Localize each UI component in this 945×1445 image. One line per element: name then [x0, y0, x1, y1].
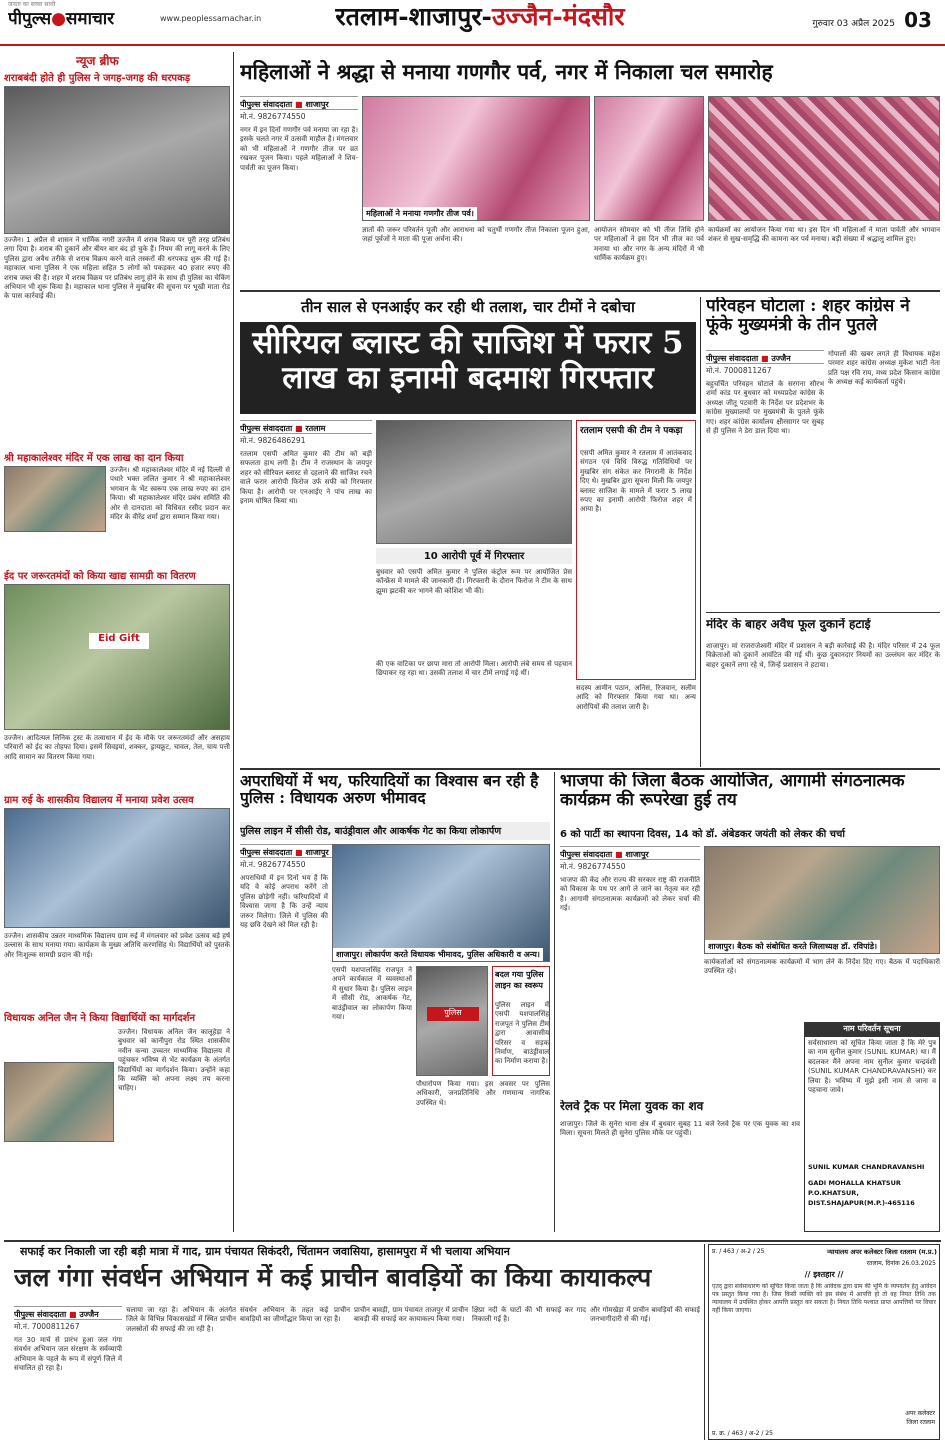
- jal-headline: जल गंगा संवर्धन अभियान में कई प्राचीन बावड़ियों का किया कायाकल्प: [14, 1264, 652, 1292]
- brand-peoples: पीपुल्स: [8, 9, 52, 28]
- parivahan-byline-dot-icon: ■: [760, 354, 769, 363]
- story4-title: ग्राम रुई के शासकीय विद्यालय में मनाया प्रवेश उत्सव: [4, 795, 194, 806]
- vidhayak-banner-text: पुलिस: [427, 1007, 479, 1021]
- story5-title: विधायक अनिल जैन ने किया विद्यार्थियों का मार्गदर्शन: [4, 1013, 196, 1024]
- jal-byline-dot-icon: ■: [68, 1310, 77, 1319]
- jal-byline-place: उज्जैन: [79, 1310, 99, 1319]
- eid-gift-banner: Eid Gift: [89, 633, 149, 649]
- jal-byline: [14, 1306, 122, 1320]
- issue-date: गुरुवार 03 अप्रैल 2025: [812, 19, 895, 28]
- vidhayak-photo-1: [332, 844, 550, 962]
- serial-side-box-title: रतलाम एसपी की टीम ने पकड़ा: [580, 426, 683, 436]
- jal-body-3: संवर्धन अभियान के तहत कई प्राचीन बावड़ियों का जीर्णोद्धार किया जा रहा है।: [240, 1306, 350, 1324]
- bjp-byline-text: पीपुल्स संवाददाता: [560, 850, 613, 859]
- gangaur-photo-3: [708, 96, 940, 221]
- serial-kicker: तीन साल से एनआईए कर रही थी तलाश, चार टीमों ने दबोचा: [301, 298, 635, 316]
- gangaur-byline-place: शाजापुर: [305, 100, 329, 109]
- parivahan-byline: [706, 350, 824, 364]
- jal-kicker: सफाई कर निकाली जा रही बड़ी मात्रा में गाद, ग्राम पंचायत सिकंदरी, चिंतामन जवासिया, हासामपुरा में भी चलाया अभियान: [20, 1245, 510, 1258]
- bjp-byline: [560, 846, 700, 860]
- mid-rule: [240, 768, 940, 770]
- legal-sign-1: अपर कलेक्टर: [905, 1410, 935, 1417]
- name-change-sig2: GADI MOHALLA KHATSUR: [808, 1179, 901, 1187]
- parivahan-byline-place: उज्जैन: [771, 354, 791, 363]
- vidhayak-byline-dot-icon: ■: [294, 848, 303, 857]
- bjp-body-2: कार्यकर्ताओं को संगठनात्मक कार्यक्रमों में भाग लेने के निर्देश दिए गए। बैठक में पदाधिकारी उपस्थित रहे।: [704, 958, 940, 976]
- jal-body-2: चलाया जा रहा है। अभियान के अंतर्गत जिले के विभिन्न विकासखंडों में स्थित प्राचीन जलस्रोतों की सफाई की जा रही है।: [126, 1306, 236, 1333]
- gangaur-body-2: ज्ञातों की जरूर परिवर्तन पूजी और आराधना को चतुर्थी गणगौर तीज निकाला पूजन हुआ, जहां पूर्वजों ने माता की पूजा अर्चना की।: [362, 226, 590, 244]
- name-change-body: सर्वसाधारण को सूचित किया जाता है कि मेरे पुत्र का नाम सुनील कुमार (SUNIL KUMAR) था। मैं बदलकर मैंने अपना नाम सुनील कुमार चन्द्रवंशी (SUNIL KUMAR CHANDRAVANSHI) कर लिया है। भविष्य में मुझे इसी नाम से जाना व पहचाना जावे।: [808, 1039, 936, 1095]
- story1-title: शराबबंदी होते ही पुलिस ने जगह-जगह की धरपकड़: [4, 73, 191, 84]
- brand-dot-icon: ●: [51, 9, 66, 28]
- story5-photo: [4, 1062, 114, 1142]
- railway-body: शाजापुर। जिले के सुनेरा थाना क्षेत्र में बुधवार सुबह 11 बजे रेलवे ट्रैक पर एक युवक का शव मिला। सूचना मिलते ही सुनेरा पुलिस मौके पर पहुंची।: [560, 1120, 800, 1138]
- serial-mobile: मो.नं. 9826486291: [240, 436, 306, 445]
- legal-notice: [708, 1244, 940, 1440]
- left-column-divider: [233, 52, 234, 1232]
- parivahan-headline: परिवहन घोटाला : शहर कांग्रेस ने फूंके मुख्यमंत्री के तीन पुतले: [706, 297, 910, 336]
- serial-byline-text: पीपुल्स संवाददाता: [240, 424, 293, 433]
- story3-photo: [4, 584, 230, 730]
- vidhayak-photo-2: [416, 966, 488, 1076]
- vidhayak-box: [492, 966, 550, 1076]
- gangaur-photo-2: [594, 96, 704, 221]
- vidhayak-body-3: पौधारोपण किया गया। इस अवसर पर पुलिस अधिकारी, जनप्रतिनिधि और गणमान्य नागरिक उपस्थित थे।: [416, 1080, 550, 1107]
- name-change-title: नाम परिवर्तन सूचना: [805, 1023, 939, 1037]
- serial-byline: [240, 420, 372, 434]
- story3-title: ईद पर जरूरतमंदों को किया खाद्य सामग्री का वितरण: [4, 571, 196, 582]
- jal-right-divider: [704, 1244, 705, 1440]
- vidhayak-byline-place: शाजापुर: [305, 848, 329, 857]
- name-change-notice: [804, 1022, 940, 1232]
- bjp-body-1: भाजपा की केंद्र और राज्य की सरकार राष्ट्र की राजनीति को विकास के पथ पर आगे ले जाने का नेतृत्व कर रही है। आगामी संगठनात्मक कार्यक्रमों को लेकर चर्चा की गई।: [560, 876, 700, 913]
- bjp-caption: शाजापुर। बैठक को संबोधित करते जिलाध्यक्ष डॉ. रविपांडे।: [705, 940, 880, 953]
- parivahan-byline-text: पीपुल्स संवाददाता: [706, 354, 759, 363]
- jal-body-6: और गोमखेड़ा में प्राचीन बावड़ियों की सफाई जनभागीदारी से की गई।: [590, 1306, 700, 1324]
- gangaur-byline: [240, 96, 358, 110]
- news-brief-label: न्यूज ब्रीफ: [76, 54, 119, 68]
- railway-headline: रेलवे ट्रैक पर मिला युवक का शव: [560, 1100, 704, 1113]
- mandir-headline: मंदिर के बाहर अवैध फूल दुकानें हटाई: [706, 618, 871, 631]
- legal-court: न्यायालय अपर कलेक्टर जिला रतलाम (म.प्र.): [827, 1248, 937, 1256]
- vidhayak-body-1: अपराधियों में इन दिनों भय है कि यदि वे कोई अपराध करेंगे तो पुलिस छोड़ेगी नहीं। फरियादियों में विश्वास जागा है कि उन्हें न्याय जरूर मिलेगा। जिले में पुलिस की यह छवि देखने को मिल रही है।: [240, 874, 328, 930]
- gangaur-bottom-rule: [240, 290, 940, 292]
- story4-body: उज्जैन। शासकीय उन्नतर माध्यमिक विद्यालय ग्राम रुई में मंगलवार को प्रवेश उत्सव बड़े हर्ष उल्लास के साथ मनाया गया। कार्यक्रम के मुख्य अतिथि करणसिंह थे। विद्यार्थियों को पुस्तकें और निःशुल्क सामग्री प्रदान की गई।: [4, 932, 230, 959]
- serial-headline: सीरियल ब्लास्ट की साजिश में फरार 5 लाख का इनामी बदमाश गिरफ्तार: [240, 322, 696, 414]
- parivahan-mobile: मो.नं. 7000811267: [706, 366, 772, 375]
- masthead: [0, 0, 945, 46]
- serial-right-divider: [700, 297, 701, 767]
- story2-body: उज्जैन। श्री महाकालेश्वर मंदिर में नई दिल्ली से पधारे भक्त ललित कुमार ने श्री महाकालेश्वर भगवान के भेंट स्वरूप एक लाख रुपए का दान किया। श्री महाकालेश्वर मंदिर प्रबंध समिति की ओर से दानदाता को विधिवत रसीद प्रदान कर मंदिर के वीरेंद्र शर्मा द्वारा सम्मान किया गया।: [110, 466, 230, 522]
- parivahan-body-2: गोपालों की खबर लगते ही विधायक महेश परमार शहर कांग्रेस अध्यक्ष मुकेश भाटी नेता प्रति पक्ष रवि राय, मध्य प्रदेश किसान कांग्रेस के अध्यक्ष कई कार्यकर्ता पहुंचे।: [828, 350, 940, 387]
- name-change-sig1: SUNIL KUMAR CHANDRAVANSHI: [808, 1163, 925, 1171]
- legal-sign-2: जिला रतलाम: [906, 1419, 935, 1426]
- gangaur-byline-dot-icon: ■: [294, 100, 303, 109]
- story1-body: उज्जैन। 1 अप्रैल से शासन ने धार्मिक नगरी उज्जैन में शराब विक्रय पर पूरी तरह प्रतिबंध लगा दिया है। शराब की दुकानें और बीयर बार बंद हो चुके हैं। नियम की लागू करने के लिए पुलिस द्वारा अवैध तरीके से शराब विक्रय करने वाले तस्करों की धरपकड़ शुरू की गई है। महाकाल थाना पुलिस ने एक महिला सहित 5 लोगों को पकड़कर 40 हजार रुपए की शराब जब्त की है। शहर में शराब विक्रय पर प्रतिबंध लागू होने के साथ ही पुलिस का चेकिंग अभियान भी शुरू किया है। महाकाल थाना पुलिस ने मुखबिर की सूचना पर भूखी माता रोड के पास कार्रवाई की।: [4, 236, 230, 301]
- legal-footer: प्र. क्र. / 463 / अ-2 / 25: [712, 1430, 773, 1437]
- parivahan-bottom-rule: [706, 612, 940, 613]
- story1-photo: [4, 86, 230, 234]
- story2-title: श्री महाकालेश्वर मंदिर में एक लाख का दान किया: [4, 453, 184, 464]
- vidhayak-right-divider: [554, 772, 555, 1232]
- jal-byline-text: पीपुल्स संवाददाता: [14, 1310, 67, 1319]
- name-change-sig4: DIST.SHAJAPUR(M.P.)-465116: [808, 1199, 915, 1207]
- parivahan-body: बहुचर्चित परिवहन घोटाले के सरगना सौरभ शर्मा कांड पर बुधवार को मध्यप्रदेश कांग्रेस के अध्यक्ष जीतू पटवारी के निर्देश पर प्रदेशभर के कांग्रेस मुख्यालयों पर मुख्यमंत्री के पुतले फूंके गए। शहर कांग्रेस कार्यालय क्षीरसागर पर सुबह से ही पुलिस ने डेरा डाल दिया था।: [706, 380, 824, 436]
- legal-heading: // इश्तहार //: [804, 1270, 844, 1279]
- website-link[interactable]: www.peoplessamachar.in: [160, 14, 262, 23]
- serial-byline-place: रतलाम: [305, 424, 326, 433]
- gangaur-body-4: कार्यक्रमों का आयोजन किया गया था। इस दिन भी महिलाओं ने माता पार्वती और भगवान शंकर से सुख-समृद्धि की कामना कर पर्व मनाया। बड़ी संख्या में श्रद्धालु शामिल हुए।: [708, 226, 940, 244]
- bjp-byline-dot-icon: ■: [614, 850, 623, 859]
- legal-case-no: प्र. / 463 / अ-2 / 25: [712, 1248, 765, 1255]
- gangaur-body-3: आयोजन सोमवार को भी तीज तिथि होने पर महिलाओं ने इस दिन भी तीज का पर्व मनाया था और नगर के अन्य मंदिरों में भी धार्मिक कार्यक्रम हुए।: [594, 226, 704, 263]
- serial-side-box-body: एसपी अमित कुमार ने रतलाम में आतंकवाद संगठन एवं विधि विरुद्ध गतिविधियों पर मुखबिर संग संकेत कर निगरानी के निर्देश दिए थे। मुखबिर द्वारा सूचना मिली कि जयपुर ब्लास्ट साजिश के मामले में फरार 5 लाख रुपए का इनामी आरोपी फिरोज शहर में आया है।: [580, 449, 692, 514]
- vidhayak-mobile: मो.नं. 9826774550: [240, 860, 306, 869]
- legal-date: रतलाम, दिनांक 26.03.2025: [866, 1260, 936, 1267]
- legal-body: एतद् द्वारा सर्वसाधारण को सूचित किया जाता है कि आवेदक द्वारा ग्राम की भूमि के व्यपवर्तन हेतु आवेदन पत्र प्रस्तुत किया गया है। जिस किसी व्यक्ति को इस संबंध में आपत्ति हो तो वह नियत तिथि तक न्यायालय में उपस्थित होकर आपत्ति प्रस्तुत कर सकता है। नियत तिथि पश्चात प्राप्त आपत्तियों पर विचार नहीं किया जाएगा।: [712, 1283, 936, 1314]
- story4-photo: [4, 808, 230, 928]
- gangaur-body-1: नगर में इन दिनों गणगौर पर्व मनाया जा रहा है। इसके चलते नगर में उत्सवी माहौल है। मंगलवार को भी महिलाओं ने गणगौर तीज पर व्रत रखकर पूजन किया। पहले महिलाओं ने शिव-पार्वती का पूजन किया।: [240, 126, 358, 172]
- brand-logo: [8, 6, 158, 28]
- vidhayak-box-body: पुलिस लाइन में एसपी यशपालसिंह राजपूत ने पुलिस टीम द्वारा आवासीय परिसर व सड़क निर्माण, बाउंड्रीवाल का निर्माण कराया है।: [495, 1001, 549, 1066]
- edition-title: [300, 3, 660, 37]
- edition-title-b: उज्जैन-मंदसौर: [491, 3, 625, 31]
- bjp-mobile: मो.नं. 9826774550: [560, 862, 626, 871]
- vidhayak-headline: अपराधियों में भय, फरियादियों का विश्वास बन रही है पुलिस : विधायक अरुण भीमावद: [240, 772, 539, 808]
- gangaur-headline: महिलाओं ने श्रद्धा से मनाया गणगौर पर्व, नगर में निकाला चल समारोह: [240, 60, 773, 84]
- jal-body-5: क्षिप्रा नदी के घाटों की भी सफाई कर गाद निकाली गई है।: [472, 1306, 586, 1324]
- jal-body-4: प्राचीन बावड़ी, ग्राम पंचायत ताजपुर में प्राचीन बावड़ी की सफाई कर कायाकल्प किया गया।: [354, 1306, 468, 1324]
- tagline: जनता का सच्चा साथी: [8, 1, 56, 8]
- bottom-section-rule: [4, 1240, 941, 1242]
- name-change-sig3: P.O.KHATSUR,: [808, 1189, 859, 1197]
- brand-samachar: समाचार: [65, 9, 115, 28]
- serial-body-1: रतलाम एसपी अमित कुमार की टीम को बड़ी सफलता हाथ लगी है। टीम ने राजस्थान के जयपुर शहर को सीरियल ब्लास्ट से दहलाने की साजिश रचने वाले फरार आरोपी फिरोज उर्फ सफी को गिरफ्तार किया है। आरोपी पर एनआईए ने पांच लाख का इनाम घोषित किया था।: [240, 450, 372, 506]
- gangaur-caption: महिलाओं ने मनाया गणगौर तीज पर्व।: [363, 207, 477, 220]
- serial-inset-title: 10 आरोपी पूर्व में गिरफ्तार: [376, 548, 572, 564]
- story5-body: उज्जैन। विधायक अनिल जैन कालूहेड़ा ने बुधवार को कानीपुरा रोड स्थित शासकीय नवीन कन्या उच्चतर माध्यमिक विद्यालय में पहुंचकर भविष्य से भेंट कार्यक्रम के अंतर्गत विद्यार्थियों का मार्गदर्शन किया। उन्होंने कहा कि व्यक्ति को अपना लक्ष्य तय करना चाहिए।: [118, 1028, 230, 1093]
- bjp-byline-place: शाजापुर: [625, 850, 649, 859]
- serial-body-3: की एक वाटिका पर छापा मारा तो आरोपी मिला। आरोपी लंबे समय से पहचान छिपाकर रह रहा था। उसकी तलाश में चार टीमें लगाई गई थीं।: [376, 660, 572, 678]
- gangaur-byline-text: पीपुल्स संवाददाता: [240, 100, 293, 109]
- serial-body-4: सदस्य आमीन पठान, अनिस, रिजवान, सलीम आदि को गिरफ्तार किया गया था। अन्य आरोपियों की तलाश जारी है।: [576, 684, 696, 711]
- bjp-subhead: 6 को पार्टी का स्थापना दिवस, 14 को डॉ. अंबेडकर जयंती को लेकर की चर्चा: [560, 829, 845, 840]
- left-column: [4, 52, 230, 1232]
- story2-photo: [4, 466, 106, 532]
- serial-side-box: [576, 420, 696, 680]
- page-number: 03: [904, 8, 932, 32]
- vidhayak-box-title: बदल गया पुलिस लाइन का स्वरूप: [495, 970, 544, 990]
- bjp-photo: [704, 846, 940, 954]
- serial-body-2: बुधवार को एसपी अमित कुमार ने पुलिस कंट्रोल रूम पर आयोजित प्रेस कॉन्फ्रेंस में मामले की जानकारी दी। गिरफ्तारी के दौरान फिरोज ने टीम के साथ झूमा झटकी कर भागने की कोशिश भी की।: [376, 568, 572, 595]
- story3-body: उज्जैन। आदित्यल लिनिक ट्रस्ट के तत्वाधान में ईद के मौके पर जरूरतमंदों और असहाय परिवारों को ईद का तोहफा दिया। इसमें सिवइयां, शक्कर, ड्रायफ्रूट, चावल, तेल, चाय पत्ती आदि सामान का वितरण किया गया।: [4, 734, 230, 761]
- vidhayak-subhead: पुलिस लाइन में सीसी रोड, बाउंड्रीवाल और आकर्षक गेट का किया लोकार्पण: [240, 822, 550, 840]
- vidhayak-body-2: एसपी यशपालसिंह राजपूत ने अपने कार्यकाल में व्यवस्थाओं में सुधार किया है। पुलिस लाइन में सीसी रोड, आकर्षक गेट, बाउंड्रीवाल का लोकार्पण किया गया।: [332, 966, 412, 1022]
- edition-title-a: रतलाम-शाजापुर-: [335, 3, 492, 31]
- jal-mobile: मो.नं. 7000811267: [14, 1322, 80, 1331]
- gangaur-mobile: मो.नं. 9826774550: [240, 112, 306, 121]
- jal-body-1: गत 30 मार्च से प्रारंभ हुआ जल गंगा संवर्धन अभियान जल संरक्षण के सर्वव्यापी अभियान के पहले के रूप में संपूर्ण जिले में संचालित हो रहा है।: [14, 1336, 122, 1373]
- vidhayak-byline-text: पीपुल्स संवाददाता: [240, 848, 293, 857]
- mandir-body: शाजापुर। मां राजराजेश्वरी मंदिर में प्रशासन ने बड़ी कार्रवाई की है। मंदिर परिसर में 24 फूल विक्रेताओं को दुकानें आवंटित की गई थीं। कुछ दुकानदार नियमों का उल्लंघन कर मंदिर के बाहर दुकानें लगा रहे थे, जिन्हें प्रशासन ने हटाया।: [706, 642, 940, 669]
- gangaur-photo-1: [362, 96, 590, 221]
- serial-byline-dot-icon: ■: [294, 424, 303, 433]
- bjp-headline: भाजपा की जिला बैठक आयोजित, आगामी संगठनात्मक कार्यक्रम की रूपरेखा हुई तय: [560, 772, 905, 811]
- vidhayak-caption: शाजापुर। लोकार्पण करते विधायक भीमावद, पुलिस अधिकारी व अन्य।: [333, 948, 543, 961]
- serial-photo: [376, 420, 572, 544]
